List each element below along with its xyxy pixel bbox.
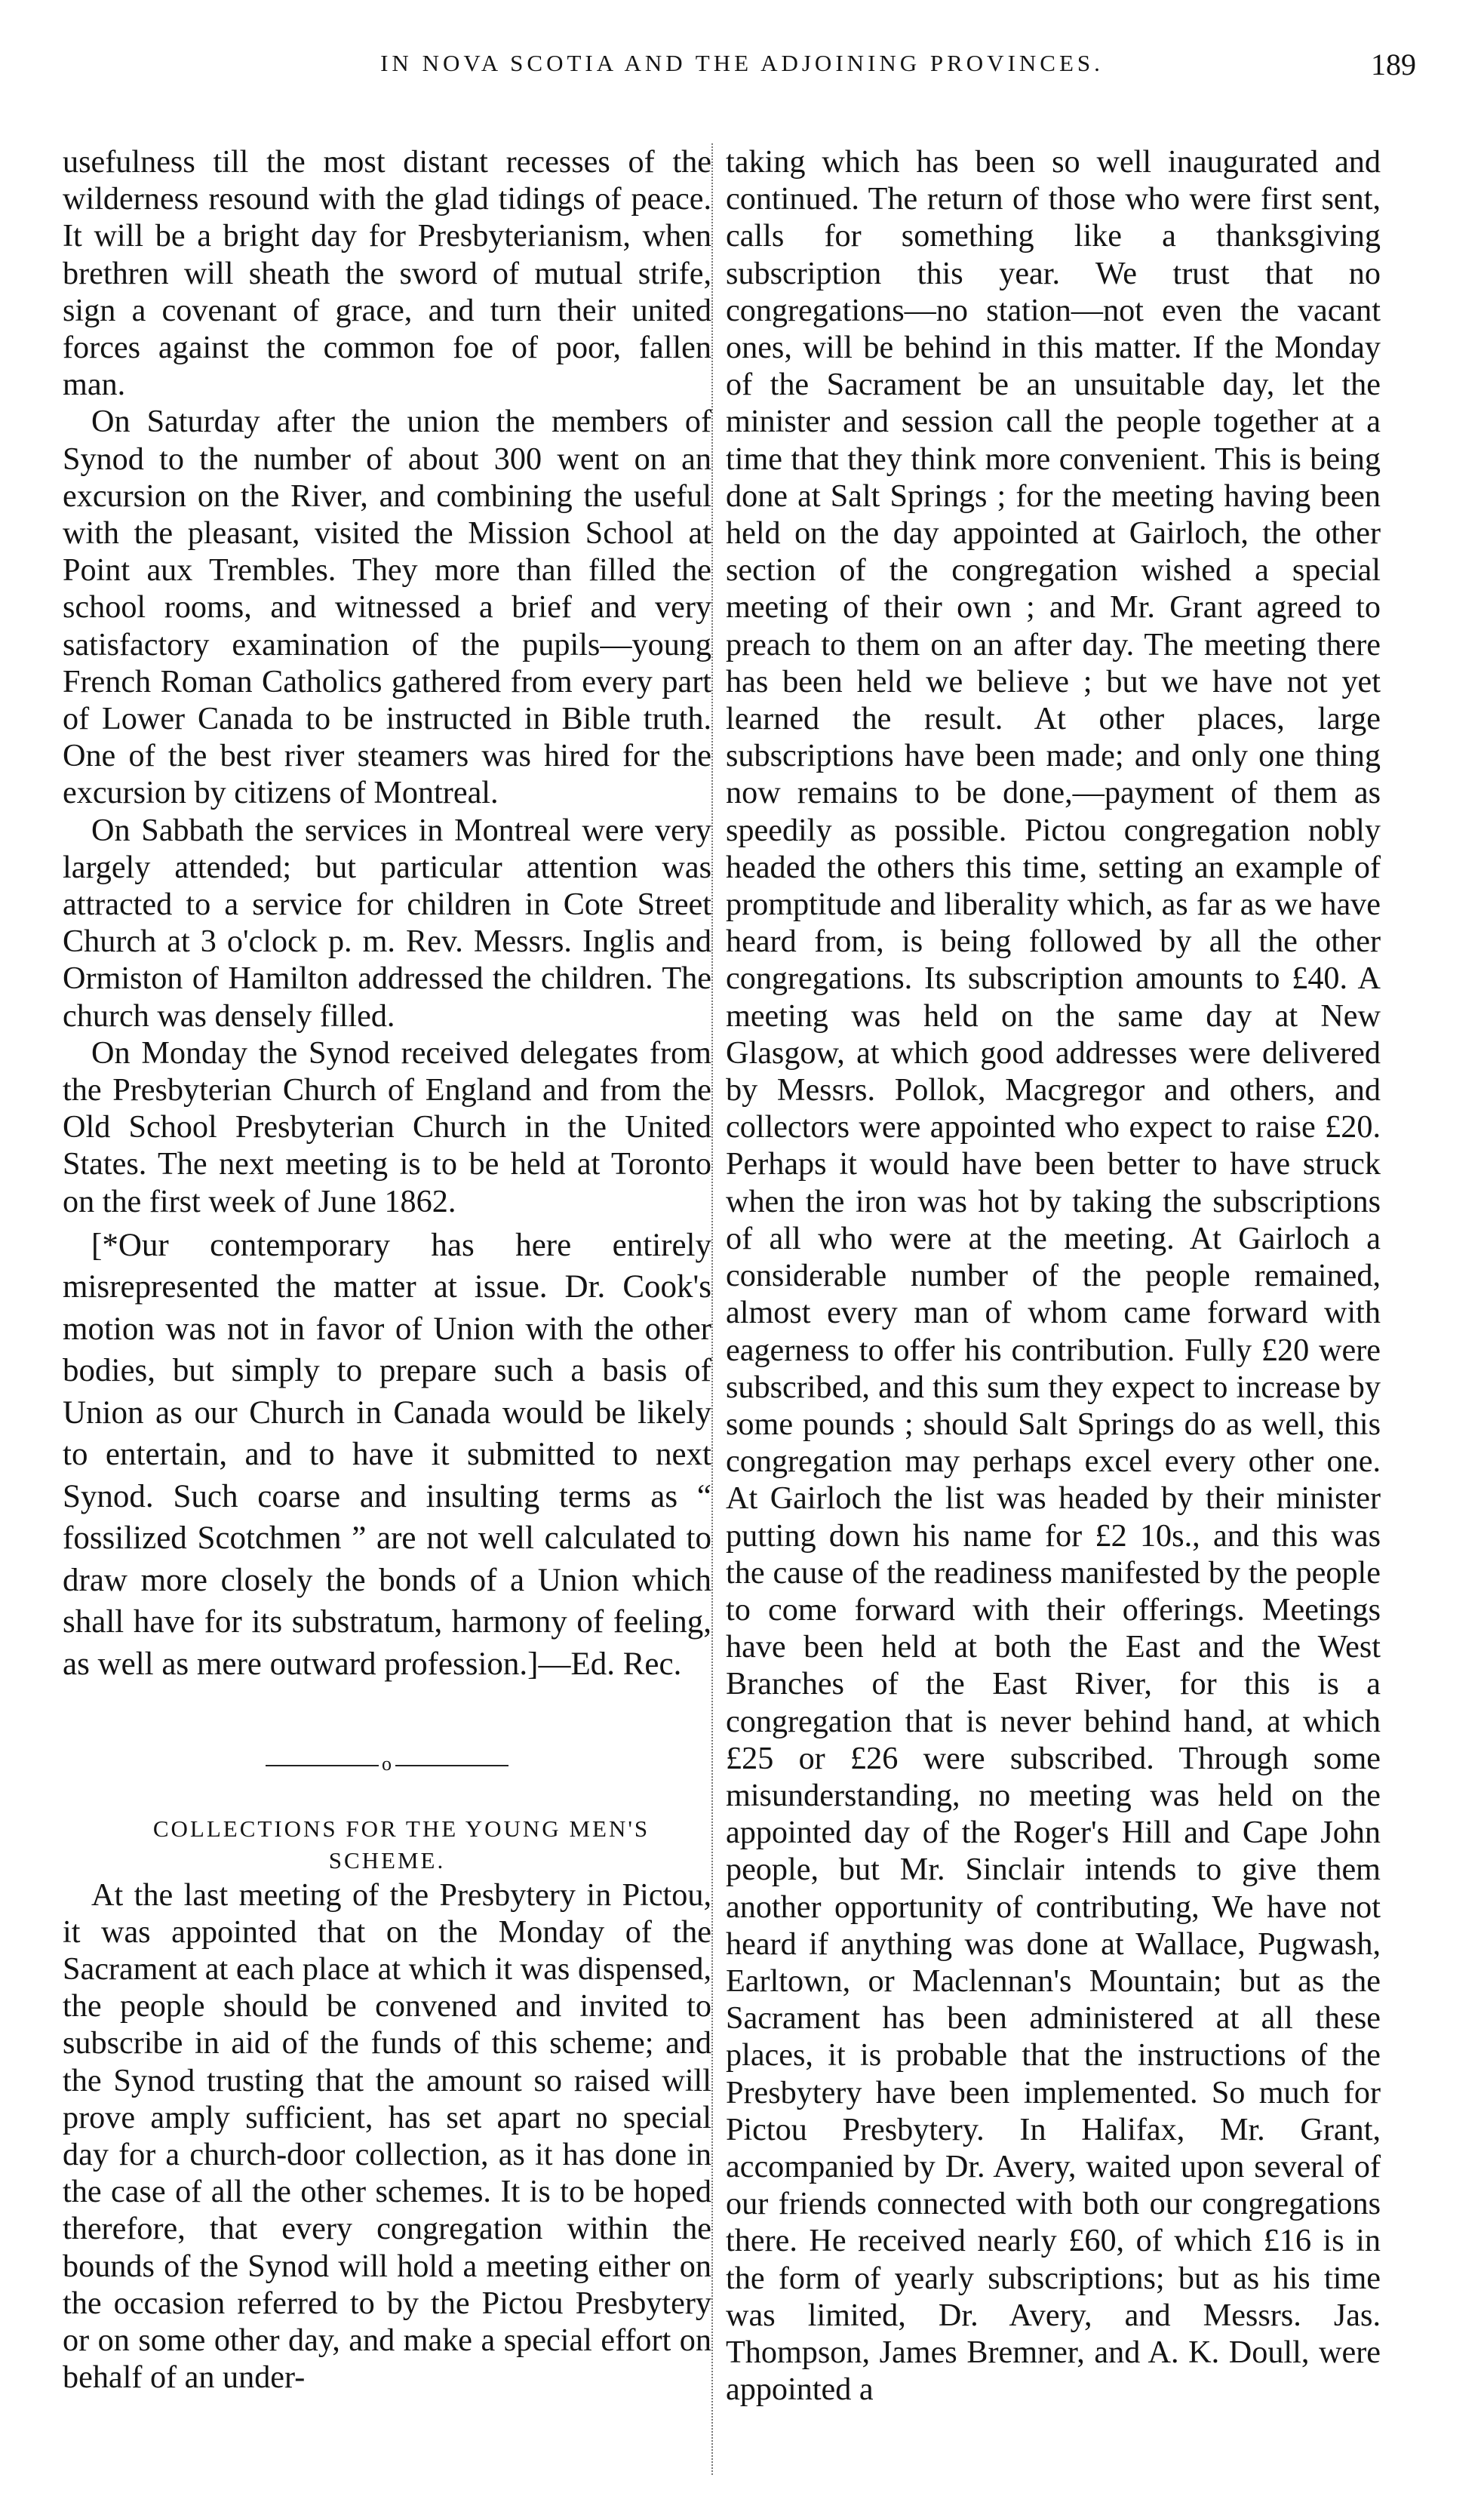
paragraph-excursion: On Saturday after the union the members of Synod to the number of about 300 went on an excursion on the River, and combining the useful with the pleasant, visited the Mission School at Point aux Trembles. They more than filled the school rooms, and witnessed a brief and very satisfactory examination of the pupils—young French Roman Catholics gathered from every part of Lower Canada to be instructed in Bible truth. One of the best river steamers was hired for the excursion by citizens of Montreal.	[63, 404, 711, 811]
page-number: 189	[1371, 48, 1416, 81]
paragraph-usefulness: usefulness till the most distant recesses of the wilderness resound with the glad tidings of peace. It will be a bright day for Presbyterianism, when brethren will sheath the sword of mutual strife, sign a covenant of grace, and turn their united forces against the common foe of poor, fallen man.	[63, 144, 711, 403]
paragraph-delegates: On Monday the Synod received delegates from the Presbyterian Church of England and from the Old School Presbyterian Church in the United States. The next meeting is to be held at Toronto on the first week of June 1862.	[63, 1034, 711, 1219]
page-header	[68, 47, 1416, 92]
paragraph-collections: taking which has been so well inaugurated and continued. The return of those who were first sent, calls for something like a thanksgiving subscription this year. We trust that no congregations—no station—not even the vacant ones, will be behind in this matter. If the Monday of the Sacrament be an unsuitable day, let the minister and session call the people together at a time that they think more convenient. This is being done at Salt Springs ; for the meeting having been held on the day appointed at Gairloch, the other section of the congregation wished a special meeting of their own ; and Mr. Grant agreed to preach to them on an after day. The meeting there has been held we believe ; but we have not yet learned the result. At other places, large subscriptions have been made; and only one thing now remains to be done,—payment of them as speedily as possible. Pictou congregation nobly headed the others this time, setting an example of promptitude and liberality which, as far as we have heard from, is being followed by all the other congregations. Its subscription amounts to £40. A meeting was held on the same day at New Glasgow, at which good addresses were delivered by Messrs. Pollok, Macgregor and others, and collectors were appointed who expect to raise £20. Perhaps it would have been better to have struck when the iron was hot by taking the subscriptions of all who were at the meeting. At Gairloch a considerable number of the people remained, almost every man of whom came forward with eagerness to offer his contribution. Fully £20 were subscribed, and this sum they expect to increase by some pounds ; should Salt Springs do as well, this congregation may perhaps excel every other one. At Gairloch the list was headed by their minister putting down his name for £2 10s., and this was the cause of the readiness manifested by the people to come forward with their offerings. Meetings have been held at both the East and the West Branches of the East River, for this is a congregation that is never behind hand, at which £25 or £26 were subscribed. Through some misunderstanding, no meeting was held on the appointed day of the Roger's Hill and Cape John people, but Mr. Sinclair intends to give them another opportunity of contributing, We have not heard if anything was done at Wallace, Pugwash, Earltown, or Maclennan's Mountain; but as the Sacrament has been administered at all these places, it is probable that the instructions of the Presbytery have been implemented. So much for Pictou Presbytery. In Halifax, Mr. Grant, accompanied by Dr. Avery, waited upon several of our friends connected with both our congregations there. He received nearly £60, of which £16 is in the form of yearly subscriptions; but as his time was limited, Dr. Avery, and Messrs. Jas. Thompson, James Bremner, and A. K. Doull, were appointed a	[726, 144, 1381, 2408]
section-divider	[63, 1745, 711, 1782]
running-head: IN NOVA SCOTIA AND THE ADJOINING PROVINCES.	[380, 50, 1104, 76]
paragraph-sabbath: On Sabbath the services in Montreal were very largely attended; but particular attention was attracted to a service for children in Cote Street Church at 3 o'clock p. m. Rev. Messrs. Inglis and Ormiston of Hamilton addressed the children. The church was densely filled.	[63, 812, 711, 1034]
right-column	[726, 143, 1381, 2408]
section-title: COLLECTIONS FOR THE YOUNG MEN'S SCHEME.	[152, 1815, 650, 1874]
divider-mark: o	[382, 1753, 392, 1775]
left-column	[63, 143, 711, 2396]
paragraph-presbytery: At the last meeting of the Presbytery in Pictou, it was appointed that on the Monday of the Sacrament at each place at which it was dispensed, the people should be convened and invited to subscribe in aid of the funds of this scheme; and the Synod trusting that the amount so raised will prove amply sufficient, has set apart no special day for a church-door collection, as it has done in the case of all the other schemes. It is to be hoped therefore, that every congregation within the bounds of the Synod will hold a meeting either on the occasion referred to by the Pictou Presbytery or on some other day, and make a special effort on behalf of an under-	[63, 1877, 711, 2396]
column-rule	[711, 143, 713, 2475]
editor-note: [*Our contemporary has here entirely misrepresented the matter at issue. Dr. Cook's motion was not in favor of Union with the other bodies, but simply to prepare such a basis of Union as our Church in Canada would be likely to entertain, and to have it submitted to next Synod. Such coarse and insulting terms as “ fossilized Scotchmen ” are not well calculated to draw more closely the bonds of a Union which shall have for its substratum, harmony of feeling, as well as mere outward profession.]—Ed. Rec.	[63, 1227, 711, 1682]
